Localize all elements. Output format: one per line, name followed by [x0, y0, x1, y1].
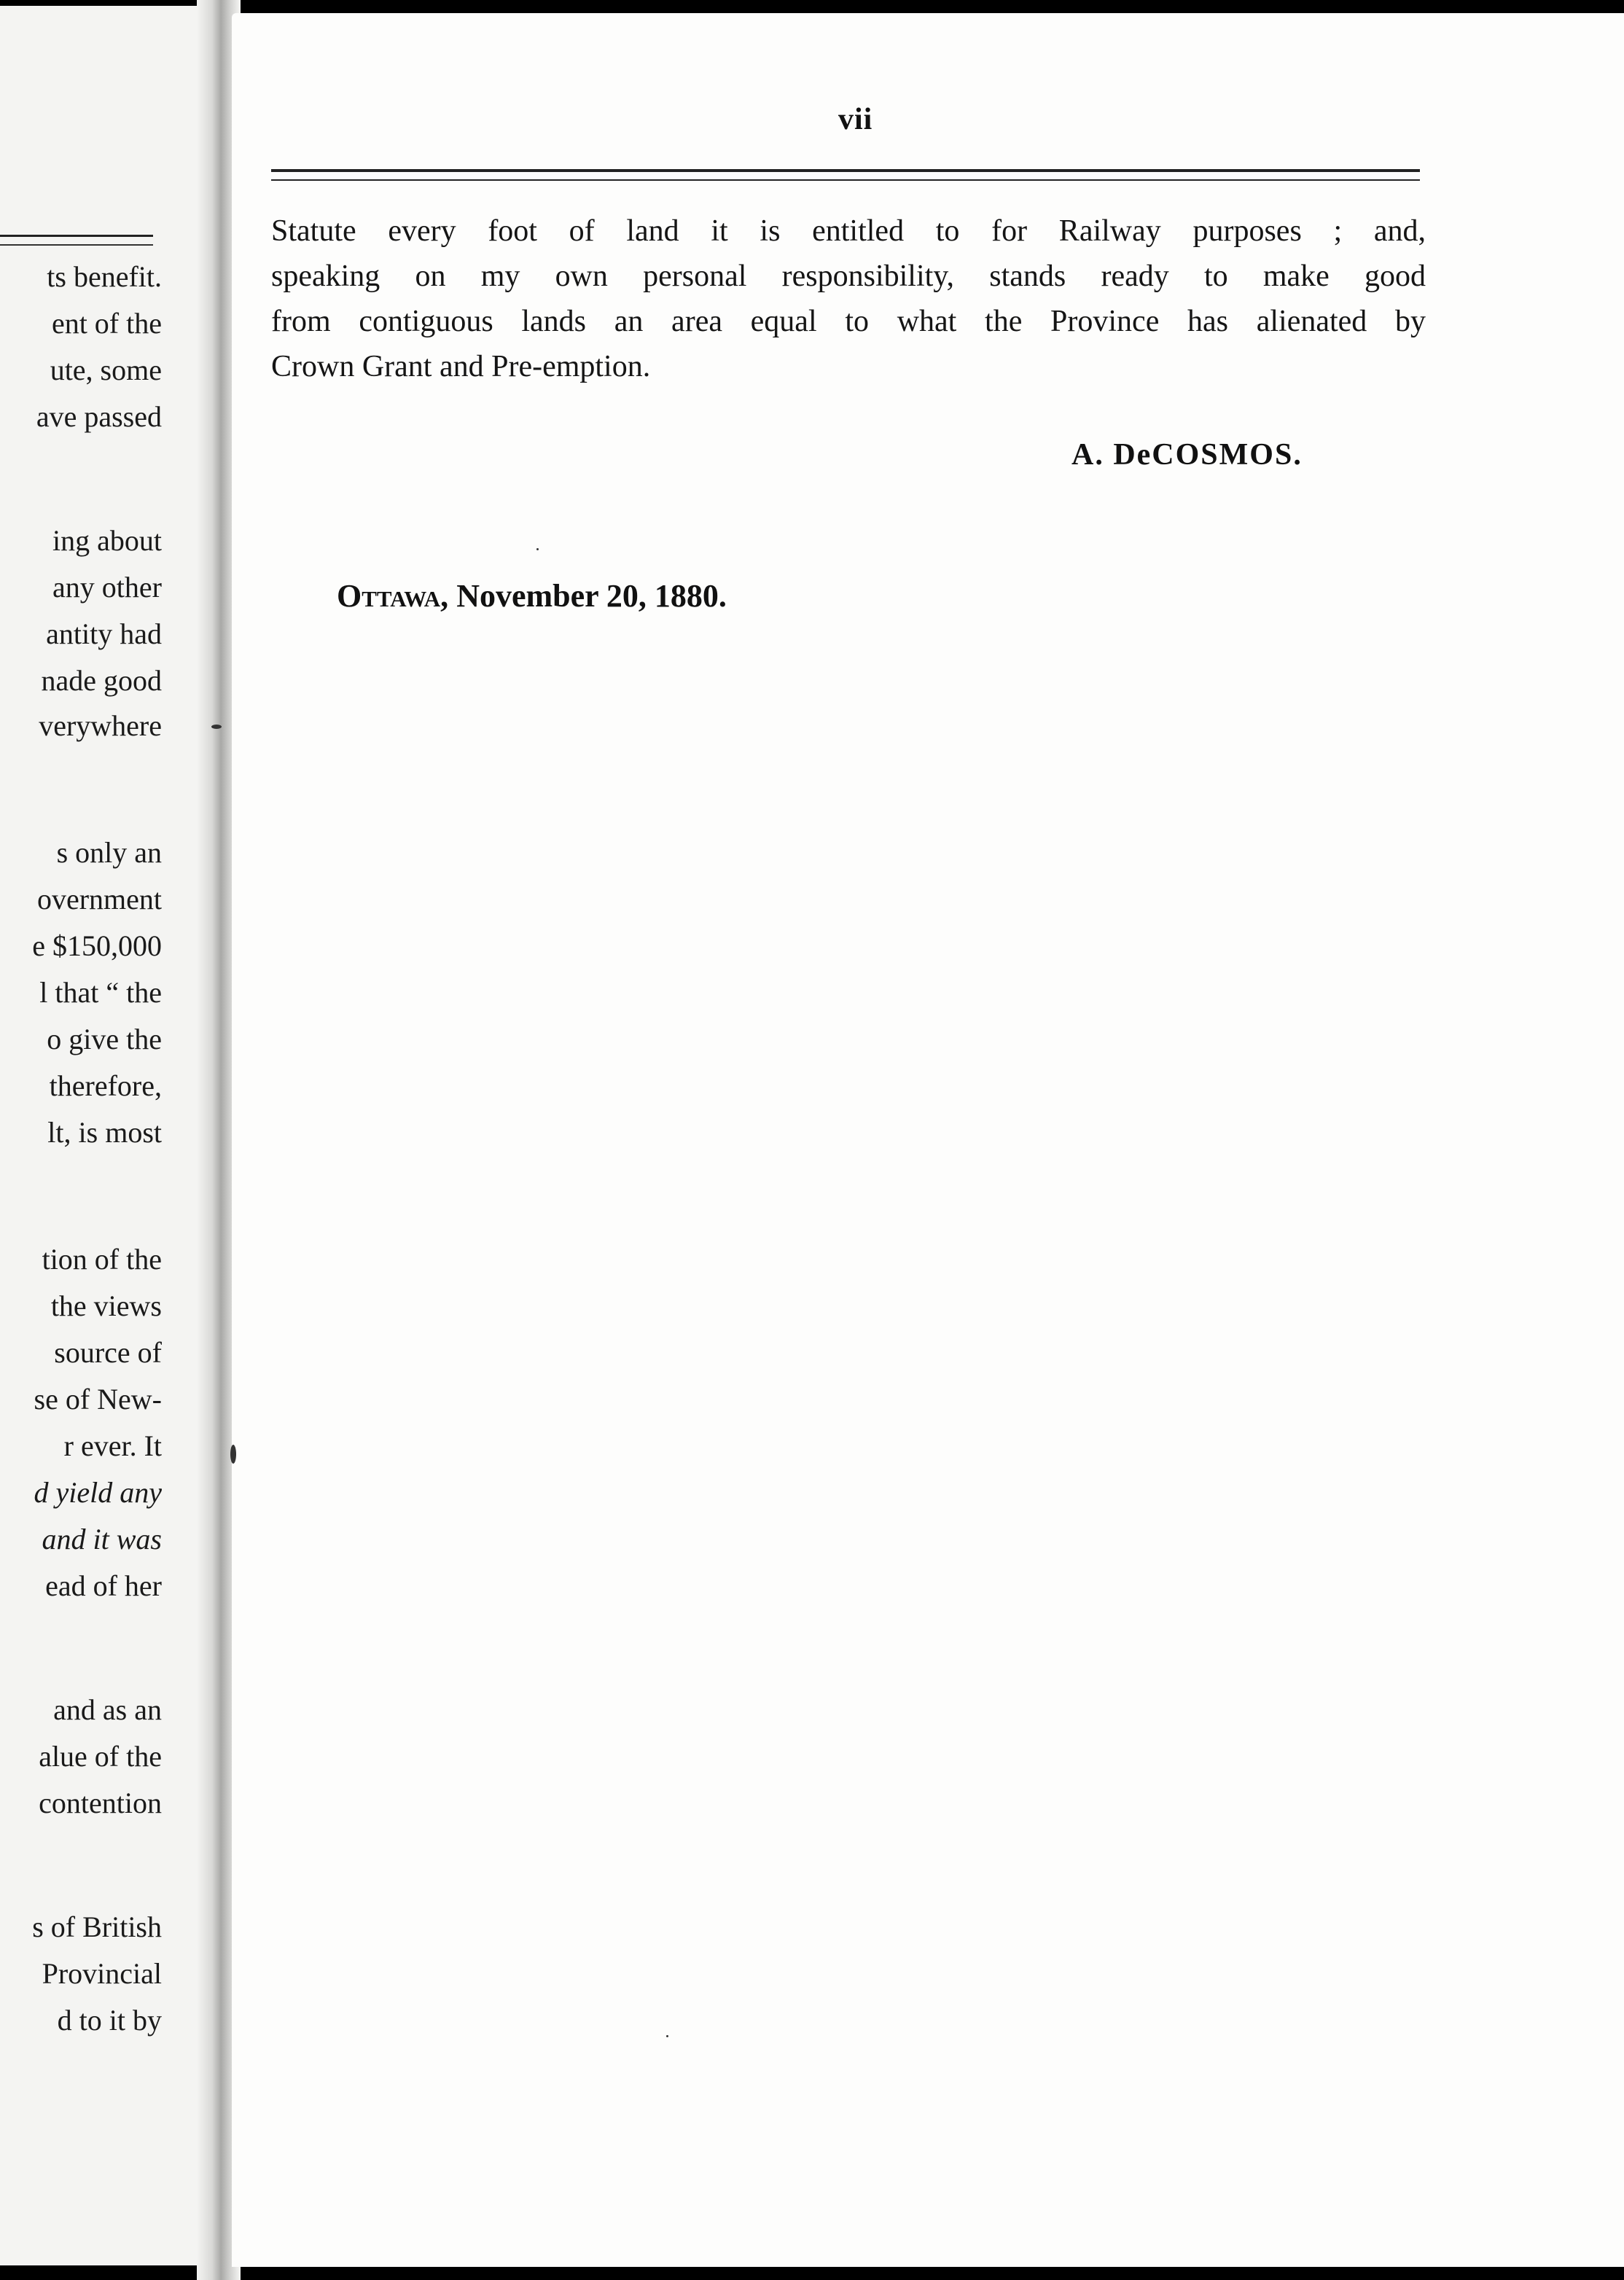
scan-speck	[536, 548, 539, 550]
left-page-line: and as an	[53, 1693, 162, 1726]
signature: A. DeCOSMOS.	[1071, 438, 1303, 472]
left-page-line: overnment	[36, 883, 162, 915]
left-page-line: ing about	[52, 524, 162, 557]
body-line: Crown Grant and Pre-emption.	[271, 350, 651, 383]
left-page-line: ute, some	[50, 354, 162, 386]
left-page-line: therefore,	[49, 1069, 162, 1102]
left-page-line: e $150,000	[32, 929, 162, 962]
left-page-line: ead of her	[45, 1569, 162, 1602]
left-page-line: r ever. It	[63, 1429, 162, 1462]
dateline-date: November 20, 1880.	[456, 578, 727, 614]
left-page-line: o give the	[47, 1023, 162, 1055]
body-line: from contiguous lands an area equal to what the Province has alienated by	[271, 305, 1426, 338]
left-page-header-rule	[0, 235, 153, 246]
left-page-line: verywhere	[39, 709, 162, 742]
body-line: speaking on my own personal responsibility, stands ready to make good	[271, 259, 1426, 293]
body-paragraph	[271, 208, 1426, 389]
dateline-place: Ottawa,	[337, 578, 449, 614]
dateline	[337, 577, 727, 614]
left-page-line: d yield any	[34, 1476, 162, 1509]
left-page-line: alue of the	[39, 1740, 162, 1773]
left-page-line: nade good	[41, 664, 162, 697]
left-page-line: s of British	[32, 1910, 162, 1943]
left-page-line: source of	[54, 1336, 162, 1369]
left-page-line: s only an	[56, 836, 162, 869]
left-page-line: the views	[50, 1289, 162, 1322]
left-facing-page	[0, 6, 219, 2265]
left-page-line: ent of the	[51, 307, 162, 340]
left-page-line: antity had	[46, 617, 162, 650]
left-page-line: lt, is most	[47, 1116, 162, 1149]
left-page-line: any other	[52, 571, 162, 604]
left-page-line: l that “ the	[39, 976, 162, 1009]
scan-speck	[666, 2035, 668, 2037]
scan-speck	[230, 1445, 236, 1464]
left-page-line: and it was	[42, 1523, 162, 1555]
left-page-line: contention	[39, 1787, 162, 1819]
left-page-line: se of New-	[34, 1383, 162, 1416]
left-page-line: d to it by	[57, 2004, 162, 2037]
left-page-line: ts benefit.	[47, 260, 162, 293]
header-double-rule	[271, 169, 1420, 181]
left-page-line: ave passed	[36, 400, 162, 433]
page-number: vii	[838, 103, 873, 136]
left-page-line: Provincial	[42, 1957, 162, 1990]
body-line: Statute every foot of land it is entitled to for Railway purposes ; and,	[271, 214, 1426, 248]
left-page-line: tion of the	[42, 1243, 162, 1276]
scan-speck	[211, 725, 222, 729]
